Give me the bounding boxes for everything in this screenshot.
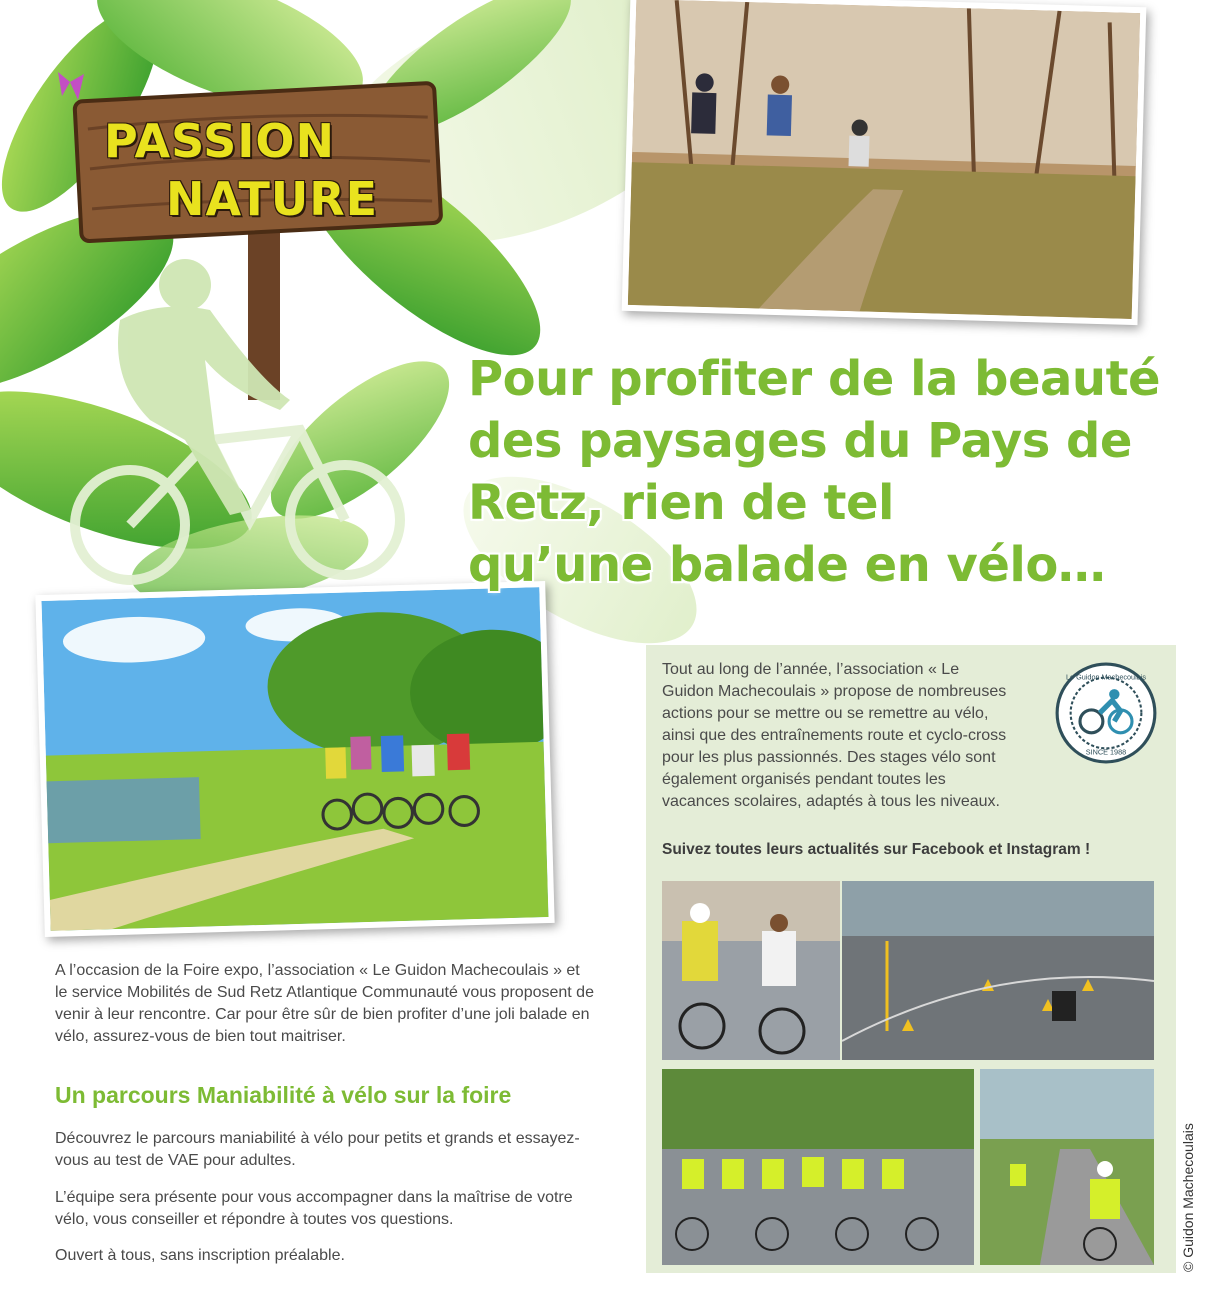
association-description: Tout au long de l’année, l’association « Le Guidon Machecoulais » propose de nombreuses actions pour se mettre ou se remettre au vélo, ainsi que des entraînements route et cyclo-cross pour les plus passionnés. Des stages vélo sont également organisés pendant toutes les vacances scolaires, adaptés à tous les niveaux.	[662, 661, 1007, 810]
headline-line: des paysages du Pays de	[468, 413, 1132, 469]
body-paragraph: Ouvert à tous, sans inscription préalable.	[55, 1247, 345, 1264]
body-paragraph: L’équipe sera présente pour vous accompagner dans la maîtrise de votre vélo, vous conseiller et répondre à toutes vos questions.	[55, 1189, 573, 1228]
section-subheading: Un parcours Maniabilité à vélo sur la foire	[55, 1082, 512, 1108]
headline-line: Pour profiter de la beauté	[468, 351, 1161, 407]
group-kids-vests-thumb	[662, 1069, 974, 1265]
kids-cycling-thumb-1	[662, 881, 840, 1060]
headline	[468, 348, 1188, 596]
guidon-machecoulais-logo	[1054, 661, 1158, 765]
obstacle-course-thumb	[842, 881, 1154, 1060]
path-ride-thumb	[980, 1069, 1154, 1265]
social-cta: Suivez toutes leurs actualités sur Facebook et Instagram !	[662, 841, 1091, 858]
headline-line: qu’une balade en vélo…	[468, 537, 1106, 593]
sign-title-line1: PASSION	[104, 114, 336, 168]
body-paragraph: Découvrez le parcours maniabilité à vélo pour petits et grands et essayez-vous au test de VAE pour adultes.	[55, 1130, 580, 1169]
logo-bottom-text: SINCE 1988	[1085, 747, 1127, 757]
logo-top-text: Le Guidon Machecoulais	[1066, 672, 1146, 682]
headline-line: Retz, rien de tel	[468, 475, 894, 531]
intro-paragraph: A l’occasion de la Foire expo, l’association « Le Guidon Machecoulais » et le service Mobilités de Sud Retz Atlantique Communauté vous proposent de venir à leur rencontre. Car pour être sûr de bien profiter d’une joli balade en vélo, assurez-vous de bien tout maitriser.	[55, 962, 594, 1045]
photo-credit: © Guidon Machecoulais	[1180, 1123, 1196, 1272]
association-info-box	[646, 645, 1176, 1273]
sign-title-line2: NATURE	[166, 172, 379, 226]
family-meadow-photo	[35, 581, 554, 937]
forest-cycling-photo	[622, 0, 1147, 325]
